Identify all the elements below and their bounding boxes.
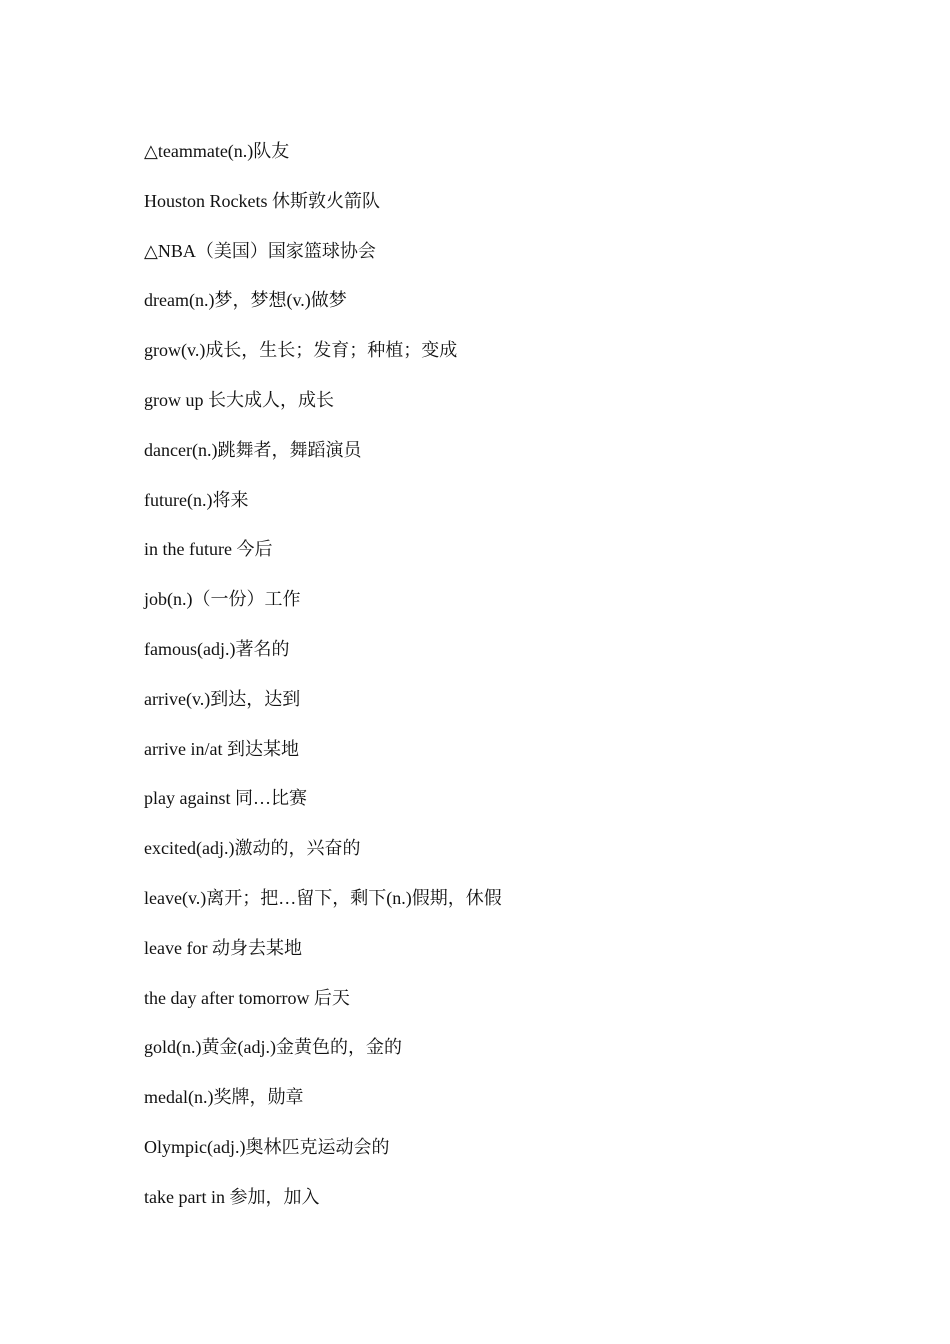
vocab-entry: △NBA（美国）国家篮球协会 xyxy=(144,240,376,261)
vocab-entry: Houston Rockets 休斯敦火箭队 xyxy=(144,190,380,211)
vocab-entry: △teammate(n.)队友 xyxy=(144,141,290,161)
vocab-entry: future(n.)将来 xyxy=(144,489,249,510)
vocab-entry: gold(n.)黄金(adj.)金黄色的，金的 xyxy=(144,1037,402,1058)
vocab-entry: excited(adj.)激动的，兴奋的 xyxy=(144,838,361,859)
vocabulary-list xyxy=(144,138,502,1234)
vocab-entry: arrive(v.)到达，达到 xyxy=(144,688,301,709)
vocab-entry: play against 同…比赛 xyxy=(144,788,307,809)
vocab-entry: in the future 今后 xyxy=(144,539,273,560)
vocab-entry: take part in 参加，加入 xyxy=(144,1186,320,1207)
vocab-entry: Olympic(adj.)奥林匹克运动会的 xyxy=(144,1136,390,1157)
vocab-entry: dream(n.)梦，梦想(v.)做梦 xyxy=(144,290,347,311)
vocab-entry: the day after tomorrow 后天 xyxy=(144,987,350,1008)
vocab-entry: arrive in/at 到达某地 xyxy=(144,738,299,759)
vocab-entry: medal(n.)奖牌，勋章 xyxy=(144,1087,304,1108)
vocab-entry: famous(adj.)著名的 xyxy=(144,638,290,659)
vocab-entry: job(n.)（一份）工作 xyxy=(144,589,301,610)
vocab-entry: leave(v.)离开；把…留下，剩下(n.)假期，休假 xyxy=(144,887,502,908)
vocab-entry: dancer(n.)跳舞者，舞蹈演员 xyxy=(144,439,362,460)
vocab-entry: leave for 动身去某地 xyxy=(144,937,302,958)
vocab-entry: grow up 长大成人，成长 xyxy=(144,389,334,410)
vocab-entry: grow(v.)成长，生长；发育；种植；变成 xyxy=(144,340,458,361)
